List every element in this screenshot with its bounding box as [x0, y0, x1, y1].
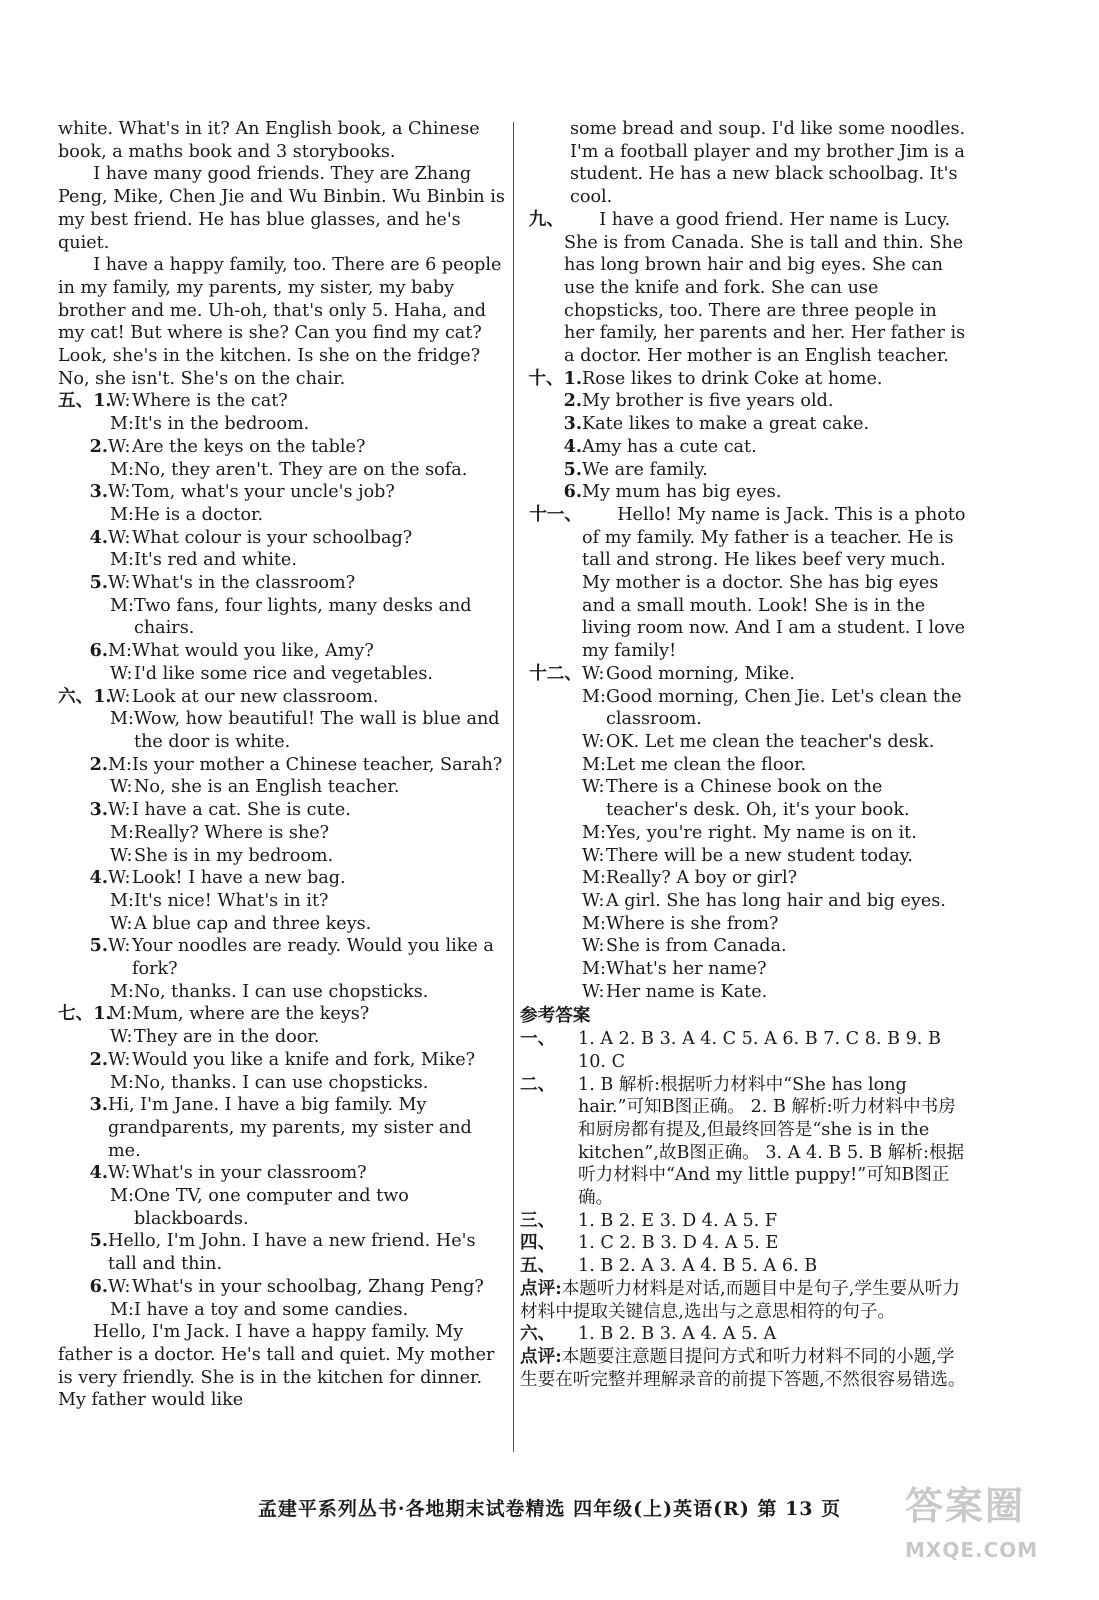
answer-key	[520, 1028, 966, 1391]
speaker: W:	[582, 981, 605, 1002]
dialogue-line	[520, 754, 966, 777]
speaker: M:	[582, 959, 606, 980]
item-number: 6.	[89, 1275, 108, 1297]
right-column	[520, 118, 966, 1391]
speaker: M:	[110, 822, 134, 843]
line-text: She is from Canada.	[606, 936, 787, 957]
monologue-item	[58, 1094, 506, 1162]
line-text: Look! I have a new bag.	[132, 868, 346, 889]
line-text: One TV, one computer and two blackboards.	[134, 1186, 409, 1229]
comment-text: 本题听力材料是对话,而题目中是句子,学生要从听力材料中提取关键信息,选出与之意思相符的句子。	[520, 1278, 960, 1322]
dialogue-line	[58, 1162, 506, 1185]
speaker: M:	[108, 754, 132, 775]
dialogue-line	[520, 776, 966, 821]
dialogue-line	[58, 708, 506, 753]
item-number: 4.	[89, 526, 108, 548]
speaker: W:	[582, 731, 605, 752]
dialogue-line	[58, 776, 506, 799]
sentence-item	[520, 413, 966, 436]
item-number: 2.	[89, 753, 108, 775]
line-text: Yes, you're right. My name is on it.	[606, 822, 917, 843]
watermark-logo: 答案圈	[905, 1484, 1026, 1528]
speaker: W:	[582, 936, 605, 957]
comment-label: 点评:	[520, 1277, 562, 1299]
dialogue-line	[520, 935, 966, 958]
speaker: M:	[110, 414, 134, 435]
essay-intro-p1: white. What's in it? An English book, a Chinese book, a maths book and 3 storybooks.	[58, 119, 480, 162]
sentence-item	[520, 459, 966, 482]
line-text: Tom, what's your uncle's job?	[132, 482, 395, 503]
dialogue-line	[58, 390, 506, 413]
speaker: W:	[582, 845, 605, 866]
dialogue-line	[520, 890, 966, 913]
dialogue-line	[58, 799, 506, 822]
item-number: 5.	[89, 935, 108, 957]
speaker: W:	[108, 391, 131, 412]
answer-text: 1. B 解析:根据听力材料中“She has long hair.”可知B图正确。 2. B 解析:听力材料中书房和厨房都有提及,但最终回答是“she is in the kitchen”,故B图正确。 3. A 4. B 5. B 解析:根据听力材料中“And my little puppy!”可知B图正确。	[578, 1074, 965, 1209]
item-text: Kate likes to make a great cake.	[582, 414, 870, 435]
answer-line	[520, 1232, 966, 1255]
essay-jack-family: Hello, I'm Jack. I have a happy family. My father is a doctor. He's tall and quiet. My mother is very friendly. She is in the kitchen for dinner. My father would like	[58, 1322, 495, 1411]
item-number: 6.	[563, 481, 582, 503]
line-text: I have a toy and some candies.	[134, 1299, 409, 1320]
speaker: M:	[110, 1299, 134, 1320]
answer-section-number: 六、	[520, 1323, 556, 1345]
dialogue-line	[58, 822, 506, 845]
line-text: No, she is an English teacher.	[134, 777, 400, 798]
item-number: 6.	[89, 640, 108, 662]
section-6	[58, 686, 506, 1004]
speaker: M:	[110, 981, 134, 1002]
section-number: 十二、	[529, 662, 582, 684]
dialogue-line	[520, 686, 966, 731]
line-text: Really? A boy or girl?	[606, 868, 798, 889]
answer-section-number: 五、	[520, 1255, 556, 1277]
line-text: It's in the bedroom.	[134, 414, 310, 435]
dialogue-line	[58, 595, 506, 640]
speaker: W:	[110, 1027, 133, 1048]
answer-section-number: 一、	[520, 1028, 556, 1050]
section-12	[520, 663, 966, 1004]
answer-text: 1. B 2. B 3. A 4. A 5. A	[578, 1324, 777, 1345]
speaker: W:	[108, 868, 131, 889]
speaker: M:	[582, 754, 606, 775]
item-number: 4.	[563, 435, 582, 457]
answer-section-number: 二、	[520, 1073, 556, 1095]
dialogue-line	[58, 640, 506, 663]
dialogue-line	[58, 1003, 506, 1026]
item-text: Amy has a cute cat.	[582, 436, 757, 457]
section-9	[520, 209, 966, 368]
speaker: M:	[110, 1186, 134, 1207]
speaker: M:	[108, 1004, 132, 1025]
answer-comment	[520, 1346, 966, 1391]
speaker: W:	[582, 777, 605, 798]
speaker: W:	[108, 686, 131, 707]
answer-comment	[520, 1278, 966, 1323]
answer-text: 1. C 2. B 3. D 4. A 5. E	[578, 1233, 779, 1254]
line-text: What colour is your schoolbag?	[132, 527, 413, 548]
speaker: M:	[582, 913, 606, 934]
line-text: A girl. She has long hair and big eyes.	[606, 890, 946, 911]
speaker: W:	[110, 777, 133, 798]
speaker: M:	[110, 595, 134, 616]
speaker: W:	[108, 573, 131, 594]
dialogue-line	[58, 1026, 506, 1049]
answer-text: 1. B 2. A 3. A 4. B 5. A 6. B	[578, 1256, 818, 1277]
line-text: Good morning, Mike.	[606, 663, 795, 684]
speaker: W:	[108, 482, 131, 503]
sentence-item	[520, 368, 966, 391]
answer-line	[520, 1323, 966, 1346]
item-text: Rose likes to drink Coke at home.	[582, 368, 883, 389]
speaker: W:	[110, 845, 133, 866]
speaker: M:	[582, 822, 606, 843]
dialogue-line	[58, 504, 506, 527]
line-text: There will be a new student today.	[606, 845, 913, 866]
line-text: She is in my bedroom.	[134, 845, 334, 866]
speaker: W:	[108, 527, 131, 548]
dialogue-line	[58, 413, 506, 436]
dialogue-line	[520, 867, 966, 890]
speaker: M:	[110, 1072, 134, 1093]
dialogue-line	[58, 754, 506, 777]
answer-text: 1. B 2. E 3. D 4. A 5. F	[578, 1210, 778, 1231]
answer-line	[520, 1210, 966, 1233]
item-text: Hi, I'm Jane. I have a big family. My grandparents, my parents, my sister and me.	[108, 1095, 472, 1161]
answer-section-number: 三、	[520, 1209, 556, 1231]
item-text: My brother is five years old.	[582, 391, 834, 412]
answer-line	[520, 1028, 966, 1073]
section-11	[520, 504, 966, 663]
answer-line	[520, 1255, 966, 1278]
dialogue-line	[58, 572, 506, 595]
line-text: Good morning, Chen Jie. Let's clean the classroom.	[606, 686, 962, 730]
dialogue-line	[520, 731, 966, 754]
dialogue-line	[520, 845, 966, 868]
dialogue-line	[520, 981, 966, 1004]
dialogue-line	[520, 958, 966, 981]
item-number: 六、1.	[58, 685, 112, 707]
item-number: 五、1.	[58, 390, 112, 412]
line-text: A blue cap and three keys.	[134, 913, 372, 934]
dialogue-line	[58, 663, 506, 686]
line-text: Mum, where are the keys?	[132, 1004, 370, 1025]
dialogue-line	[58, 1072, 506, 1095]
dialogue-line	[58, 549, 506, 572]
watermark-url: MXQE.COM	[905, 1538, 1039, 1562]
item-number: 2.	[89, 1048, 108, 1070]
answer-text: 1. A 2. B 3. A 4. C 5. A 6. B 7. C 8. B 9. B 10. C	[578, 1029, 941, 1072]
answer-line	[520, 1074, 966, 1210]
dialogue-line	[58, 527, 506, 550]
item-number: 七、1.	[58, 1003, 112, 1025]
dialogue-line	[58, 913, 506, 936]
speaker: W:	[108, 1049, 131, 1070]
sentence-item	[520, 436, 966, 459]
line-text: I have a cat. She is cute.	[132, 800, 351, 821]
item-text: We are family.	[582, 459, 708, 480]
line-text: Really? Where is she?	[134, 822, 330, 843]
dialogue-line	[58, 481, 506, 504]
line-text: No, thanks. I can use chopsticks.	[134, 1072, 429, 1093]
item-number: 4.	[89, 1162, 108, 1184]
line-text: What's in your schoolbag, Zhang Peng?	[132, 1276, 484, 1297]
sentence-item	[520, 390, 966, 413]
line-text: It's nice! What's in it?	[134, 890, 329, 911]
item-number: 3.	[89, 1094, 108, 1116]
item-number: 5.	[563, 458, 582, 480]
item-number: 2.	[563, 390, 582, 412]
speaker: M:	[110, 890, 134, 911]
monologue-item	[58, 1230, 506, 1275]
line-text: What's in your classroom?	[132, 1163, 367, 1184]
essay-jack-family-continued: some bread and soup. I'd like some noodles. I'm a football player and my brother Jim is a student. He has a new black schoolbag. It's cool.	[570, 119, 966, 208]
comment-label: 点评:	[520, 1345, 562, 1367]
dialogue-line	[58, 1276, 506, 1299]
left-column	[58, 118, 506, 1412]
dialogue-line	[58, 890, 506, 913]
line-text: I'd like some rice and vegetables.	[134, 663, 433, 684]
speaker: W:	[108, 1163, 131, 1184]
item-number: 3.	[89, 799, 108, 821]
speaker: W:	[110, 913, 133, 934]
speaker: M:	[108, 641, 132, 662]
speaker: M:	[110, 550, 134, 571]
line-text: Wow, how beautiful! The wall is blue and the door is white.	[134, 709, 500, 752]
dialogue-line	[520, 913, 966, 936]
section-number: 十一、	[529, 503, 582, 525]
section-text: I have a good friend. Her name is Lucy. She is from Canada. She is tall and thin. She has long brown hair and big eyes. She can use the knife and fork. She can use chopsticks, too. There are three people in her family, her parents and her. Her father is a doctor. Her mother is an English teacher.	[564, 209, 966, 367]
line-text: No, they aren't. They are on the sofa.	[134, 459, 468, 480]
dialogue-line	[58, 845, 506, 868]
line-text: Is your mother a Chinese teacher, Sarah?	[132, 754, 503, 775]
dialogue-line	[58, 686, 506, 709]
line-text: Are the keys on the table?	[132, 436, 366, 457]
dialogue-line	[58, 1049, 506, 1072]
speaker: W:	[108, 800, 131, 821]
essay-intro-p2: I have many good friends. They are Zhang Peng, Mike, Chen Jie and Wu Binbin. Wu Binbin is my best friend. He has blue glasses, and he's quiet.	[58, 164, 505, 253]
line-text: Her name is Kate.	[606, 981, 768, 1002]
line-text: Look at our new classroom.	[132, 686, 379, 707]
speaker: M:	[110, 504, 134, 525]
speaker: W:	[582, 890, 605, 911]
speaker: M:	[110, 459, 134, 480]
dialogue-line	[58, 981, 506, 1004]
speaker: M:	[582, 868, 606, 889]
item-text: Hello, I'm John. I have a new friend. He's tall and thin.	[108, 1231, 476, 1275]
item-number: 3.	[563, 413, 582, 435]
item-number: 5.	[89, 1230, 108, 1252]
dialogue-line	[58, 1185, 506, 1230]
item-text: My mum has big eyes.	[582, 482, 782, 503]
line-text: What would you like, Amy?	[132, 641, 374, 662]
dialogue-line	[58, 1299, 506, 1322]
line-text: It's red and white.	[134, 550, 297, 571]
comment-text: 本题要注意题目提问方式和听力材料不同的小题,学生要在听完整并理解录音的前提下答题,不然很容易错选。	[520, 1346, 966, 1390]
item-number: 4.	[89, 867, 108, 889]
line-text: They are in the door.	[134, 1027, 320, 1048]
line-text: Let me clean the floor.	[606, 754, 807, 775]
line-text: Your noodles are ready. Would you like a fork?	[132, 936, 494, 980]
speaker: W:	[110, 663, 133, 684]
dialogue-line	[58, 935, 506, 980]
line-text: OK. Let me clean the teacher's desk.	[606, 731, 935, 752]
speaker: M:	[582, 686, 606, 707]
dialogue-line	[58, 436, 506, 459]
page-footer: 孟建平系列丛书·各地期末试卷精选 四年级(上)英语(R) 第 13 页	[257, 1498, 842, 1520]
section-7	[58, 1003, 506, 1321]
speaker: M:	[110, 709, 134, 730]
item-number: 十、1.	[528, 367, 582, 389]
section-number: 九、	[528, 208, 564, 230]
line-text: He is a doctor.	[134, 504, 264, 525]
section-10	[520, 368, 966, 504]
dialogue-line	[58, 867, 506, 890]
sentence-item	[520, 481, 966, 504]
line-text: Where is the cat?	[132, 391, 288, 412]
item-number: 5.	[89, 572, 108, 594]
answer-section-number: 四、	[520, 1232, 556, 1254]
line-text: There is a Chinese book on the teacher's desk. Oh, it's your book.	[606, 777, 910, 821]
item-number: 3.	[89, 481, 108, 503]
line-text: Where is she from?	[606, 913, 779, 934]
speaker: W:	[108, 436, 131, 457]
essay-intro-p3: I have a happy family, too. There are 6 people in my family, my parents, my sister, my baby brother and me. Uh-oh, that's only 5. Haha, and my cat! But where is she? Can you find my cat? Look, she's in the kitchen. Is she on the fridge? No, she isn't. She's on the chair.	[58, 255, 502, 389]
speaker: W:	[582, 663, 605, 684]
dialogue-line	[58, 459, 506, 482]
column-divider	[513, 122, 514, 1452]
dialogue-line	[520, 663, 966, 686]
line-text: What's in the classroom?	[132, 573, 356, 594]
dialogue-line	[520, 822, 966, 845]
section-text: Hello! My name is Jack. This is a photo of my family. My father is a teacher. He is tall and strong. He likes beef very much. My mother is a doctor. She has big eyes and a small mouth. Look! She is in the living room now. And I am a student. I love my family!	[582, 504, 966, 662]
line-text: What's her name?	[606, 959, 767, 980]
answers-heading: 参考答案	[520, 1005, 591, 1027]
watermark	[905, 1474, 1055, 1584]
line-text: Would you like a knife and fork, Mike?	[132, 1049, 476, 1070]
speaker: W:	[108, 936, 131, 957]
item-number: 2.	[89, 435, 108, 457]
section-5	[58, 390, 506, 685]
line-text: No, thanks. I can use chopsticks.	[134, 981, 429, 1002]
speaker: W:	[108, 1276, 131, 1297]
line-text: Two fans, four lights, many desks and chairs.	[134, 595, 472, 639]
